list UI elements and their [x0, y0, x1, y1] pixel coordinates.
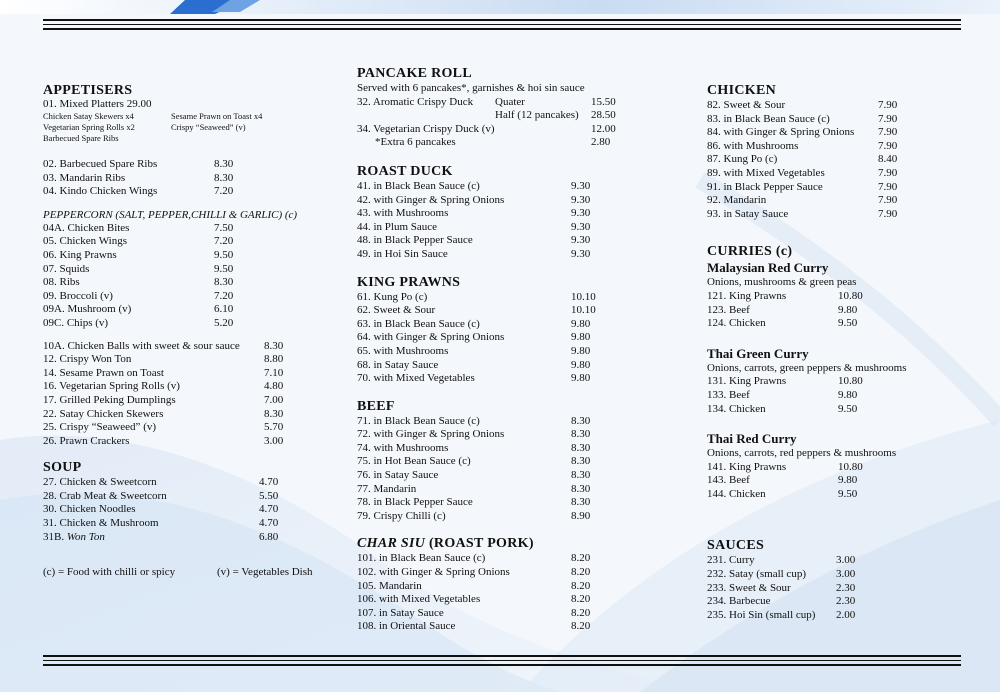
menu-item: 61. Kung Po (c) 10.10 [357, 290, 596, 303]
chicken-list [707, 99, 967, 221]
soup-list [43, 476, 333, 544]
menu-column-left [43, 82, 333, 580]
menu-item: 102. with Ginger & Spring Onions 8.20 [357, 566, 591, 579]
curry-description: Onions, mushrooms & green peas [707, 276, 857, 289]
menu-item: 31B. Won Ton 6.80 [43, 530, 279, 543]
menu-item: 84. with Ginger & Spring Onions 7.90 [707, 126, 898, 139]
bottom-divider [43, 655, 961, 666]
menu-item: 02. Barbecued Spare Ribs 8.30 [43, 158, 234, 170]
menu-item: 78. in Black Pepper Sauce 8.30 [357, 496, 591, 509]
curry-description: Onions, carrots, red peppers & mushrooms [707, 447, 897, 460]
soup-heading: SOUP [43, 460, 82, 476]
menu-item: 107. in Satay Sauce 8.20 [357, 606, 591, 619]
top-divider [43, 19, 961, 30]
menu-item: 83. in Black Bean Sauce (c) 7.90 [707, 112, 898, 125]
menu-item: 03. Mandarin Ribs 8.30 [43, 171, 234, 184]
beef-list [357, 415, 657, 524]
platter-item: Chicken Satay Skewers x4 [43, 111, 134, 121]
menu-item: 124. Chicken 9.50 [707, 317, 858, 330]
peppercorn-list [43, 222, 333, 331]
menu-item: 09A. Mushroom (v) 6.10 [43, 303, 234, 316]
menu-item: 235. Hoi Sin (small cup) 2.00 [707, 608, 856, 621]
menu-item: 04. Kindo Chicken Wings 7.20 [43, 185, 234, 198]
menu-item: 41. in Black Bean Sauce (c) 9.30 [357, 179, 591, 192]
menu-item: 134. Chicken 9.50 [707, 402, 858, 415]
char-siu-heading: CHAR SIU (ROAST PORK) [357, 536, 534, 552]
roast-duck-list [357, 180, 657, 262]
menu-item: 123. Beef 9.80 [707, 303, 858, 316]
menu-item: 233. Sweet & Sour 2.30 [707, 581, 856, 594]
menu-item: 10A. Chicken Balls with sweet & sour sauce 8.30 [43, 339, 284, 352]
menu-item: 06. King Prawns 9.50 [43, 248, 234, 261]
curry-description: Onions, carrots, green peppers & mushrooms [707, 361, 907, 374]
legend-veg: (v) = Vegetables Dish [217, 566, 313, 579]
menu-item: 75. in Hot Bean Sauce (c) 8.30 [357, 455, 591, 468]
menu-item: 143. Beef 9.80 [707, 474, 858, 487]
menu-item: 34. Vegetarian Crispy Duck (v) 12.00 [357, 122, 616, 135]
menu-item: 82. Sweet & Sour 7.90 [707, 99, 898, 111]
menu-item: 71. in Black Bean Sauce (c) 8.30 [357, 414, 591, 427]
menu-item: 234. Barbecue 2.30 [707, 595, 856, 608]
menu-item: 28. Crab Meat & Sweetcorn 5.50 [43, 489, 279, 502]
curry-group-heading: Thai Red Curry [707, 431, 797, 447]
platter-item: Sesame Prawn on Toast x4 [171, 111, 263, 121]
menu-item: 91. in Black Pepper Sauce 7.90 [707, 180, 898, 193]
menu-item: 141. King Prawns 10.80 [707, 460, 863, 473]
menu-item: 07. Squids 9.50 [43, 262, 234, 275]
platter-item: Barbecued Spare Ribs [43, 133, 119, 143]
chicken-heading: CHICKEN [707, 83, 776, 98]
roast-duck-heading: ROAST DUCK [357, 163, 453, 179]
menu-item: 87. Kung Po (c) 8.40 [707, 153, 898, 166]
menu-item: 12. Crispy Won Ton 8.80 [43, 353, 284, 366]
menu-item: 09C. Chips (v) 5.20 [43, 316, 234, 329]
legend [43, 566, 333, 580]
menu-item: 65. with Mushrooms 9.80 [357, 344, 591, 357]
curries-heading: CURRIES (c) [707, 244, 793, 260]
beef-heading: BEEF [357, 398, 395, 414]
more-appetisers-list [43, 340, 333, 449]
king-prawns-list [357, 291, 657, 386]
menu-item: 232. Satay (small cup) 3.00 [707, 568, 856, 581]
menu-item: 63. in Black Bean Sauce (c) 9.80 [357, 317, 591, 330]
menu-item: 25. Crispy “Seaweed” (v) 5.70 [43, 421, 284, 434]
menu-item: 49. in Hoi Sin Sauce 9.30 [357, 247, 591, 260]
menu-item: 16. Vegetarian Spring Rolls (v) 4.80 [43, 380, 284, 393]
menu-item: 133. Beef 9.80 [707, 388, 858, 401]
menu-item: 14. Sesame Prawn on Toast 7.10 [43, 366, 284, 379]
menu-item: 144. Chicken 9.50 [707, 487, 858, 500]
sauces-heading: SAUCES [707, 538, 765, 554]
menu-item: 106. with Mixed Vegetables 8.20 [357, 593, 591, 606]
peppercorn-heading: PEPPERCORN (SALT, PEPPER,CHILLI & GARLIC) (c) [43, 208, 298, 221]
menu-item: 30. Chicken Noodles 4.70 [43, 503, 279, 516]
menu-item: 48. in Black Pepper Sauce 9.30 [357, 234, 591, 247]
menu-item: 70. with Mixed Vegetables 9.80 [357, 372, 591, 385]
menu-column-right [707, 82, 967, 622]
menu-item: 92. Mandarin 7.90 [707, 194, 898, 207]
menu-item: 89. with Mixed Vegetables 7.90 [707, 166, 898, 179]
menu-item: 86. with Mushrooms 7.90 [707, 139, 898, 152]
menu-column-middle [357, 65, 657, 634]
menu-item: 09. Broccoli (v) 7.20 [43, 289, 234, 302]
menu-item: *Extra 6 pancakes 2.80 [375, 136, 611, 149]
menu-item: 22. Satay Chicken Skewers 8.30 [43, 407, 284, 420]
menu-item: 76. in Satay Sauce 8.30 [357, 469, 591, 482]
menu-item: 72. with Ginger & Spring Onions 8.30 [357, 428, 591, 441]
menu-item: 26. Prawn Crackers 3.00 [43, 434, 284, 447]
menu-item: 108. in Oriental Sauce 8.20 [357, 620, 591, 633]
appetisers-heading: APPETISERS [43, 83, 133, 98]
curry-group-heading: Malaysian Red Curry [707, 260, 829, 276]
menu-item: 68. in Satay Sauce 9.80 [357, 358, 591, 371]
menu-item: Half (12 pancakes) 28.50 [495, 109, 616, 122]
char-siu-list [357, 552, 657, 634]
curry-group-heading: Thai Green Curry [707, 345, 809, 361]
legend-spicy: (c) = Food with chilli or spicy [43, 566, 176, 579]
menu-item: 08. Ribs 8.30 [43, 276, 234, 289]
menu-item: 121. King Prawns 10.80 [707, 289, 863, 302]
menu-item: 27. Chicken & Sweetcorn 4.70 [43, 476, 279, 489]
menu-item: 131. King Prawns 10.80 [707, 375, 863, 388]
menu-item: 43. with Mushrooms 9.30 [357, 207, 591, 220]
platter-item: Crispy “Seaweed” (v) [171, 122, 246, 132]
menu-item: 17. Grilled Peking Dumplings 7.00 [43, 393, 284, 406]
pancake-roll-heading: PANCAKE ROLL [357, 66, 472, 81]
platter-item: Vegetarian Spring Rolls x2 [43, 122, 135, 132]
menu-item: 32. Aromatic Crispy Duck Quater 15.50 [357, 95, 616, 108]
menu-item: 44. in Plum Sauce 9.30 [357, 220, 591, 233]
menu-item: 77. Mandarin 8.30 [357, 482, 591, 495]
appetisers-list [43, 158, 333, 199]
platter-contents [43, 111, 333, 145]
sauces-list [707, 554, 967, 622]
king-prawns-heading: KING PRAWNS [357, 274, 461, 290]
menu-item: 64. with Ginger & Spring Onions 9.80 [357, 331, 591, 344]
menu-item: 105. Mandarin 8.20 [357, 579, 591, 592]
menu-item: 62. Sweet & Sour 10.10 [357, 304, 596, 317]
pancake-description: Served with 6 pancakes*, garnishes & hoi sin sauce [357, 82, 585, 94]
menu-item: 231. Curry 3.00 [707, 554, 856, 567]
menu-item: 93. in Satay Sauce 7.90 [707, 207, 898, 220]
mixed-platter-item: 01. Mixed Platters 29.00 [43, 98, 152, 110]
menu-item: 42. with Ginger & Spring Onions 9.30 [357, 193, 591, 206]
menu-item: 31. Chicken & Mushroom 4.70 [43, 517, 279, 530]
menu-item: 79. Crispy Chilli (c) 8.90 [357, 509, 591, 522]
menu-item: 74. with Mushrooms 8.30 [357, 441, 591, 454]
menu-item: 101. in Black Bean Sauce (c) 8.20 [357, 552, 591, 565]
menu-item: 05. Chicken Wings 7.20 [43, 235, 234, 248]
menu-item: 04A. Chicken Bites 7.50 [43, 221, 234, 234]
